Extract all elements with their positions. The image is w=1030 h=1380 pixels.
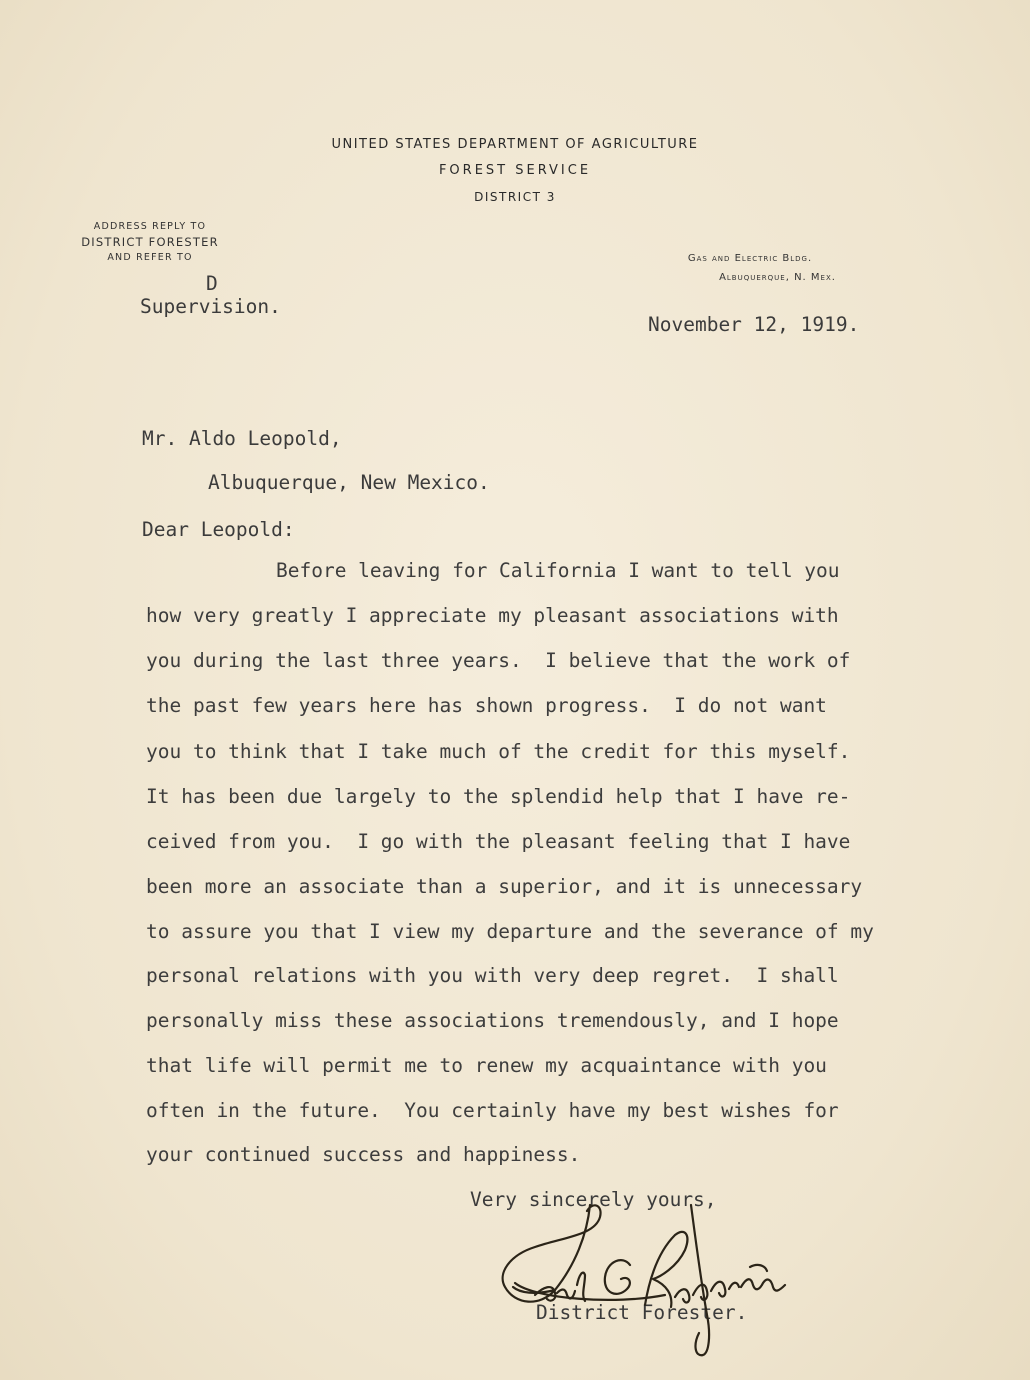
body-line: how very greatly I appreciate my pleasant associations with — [146, 604, 839, 627]
address-line2: Albuquerque, N. Mex. — [719, 272, 836, 283]
signer-title: District Forester. — [536, 1301, 748, 1324]
letterhead-department: UNITED STATES DEPARTMENT OF AGRICULTURE — [331, 137, 699, 152]
body-line: ceived from you. I go with the pleasant feeling that I have — [146, 830, 851, 853]
reference-subject: Supervision. — [140, 295, 281, 318]
body-line: personal relations with you with very deep regret. I shall — [146, 964, 839, 987]
body-line: you during the last three years. I believe that the work of — [146, 649, 851, 672]
closing: Very sincerely yours, — [470, 1188, 717, 1211]
reference-code: D — [206, 272, 218, 295]
salutation: Dear Leopold: — [142, 518, 295, 541]
address-line1: Gas and Electric Bldg. — [687, 253, 813, 264]
letterhead-district: DISTRICT 3 — [474, 190, 556, 204]
recipient-name: Mr. Aldo Leopold, — [142, 427, 342, 450]
body-line: your continued success and happiness. — [146, 1143, 581, 1166]
recipient-city: Albuquerque, New Mexico. — [208, 471, 490, 494]
body-line: that life will permit me to renew my acquaintance with you — [146, 1054, 827, 1077]
body-line: It has been due largely to the splendid help that I have re- — [146, 785, 851, 808]
reply-block-line2: DISTRICT FORESTER — [81, 235, 219, 249]
handwritten-signature — [495, 1195, 805, 1360]
body-line: to assure you that I view my departure and the severance of my — [146, 920, 874, 943]
body-line: Before leaving for California I want to tell you — [276, 559, 840, 582]
body-line: you to think that I take much of the credit for this myself. — [146, 740, 851, 763]
body-line: the past few years here has shown progress. I do not want — [146, 694, 827, 717]
reply-block-line1: ADDRESS REPLY TO — [93, 221, 207, 232]
letter-date: November 12, 1919. — [648, 313, 860, 336]
letterhead-service: FOREST SERVICE — [438, 163, 592, 178]
reply-block-line3: AND REFER TO — [107, 252, 193, 263]
body-line: been more an associate than a superior, and it is unnecessary — [146, 875, 863, 898]
body-line: personally miss these associations tremendously, and I hope — [146, 1009, 839, 1032]
body-line: often in the future. You certainly have my best wishes for — [146, 1099, 839, 1122]
